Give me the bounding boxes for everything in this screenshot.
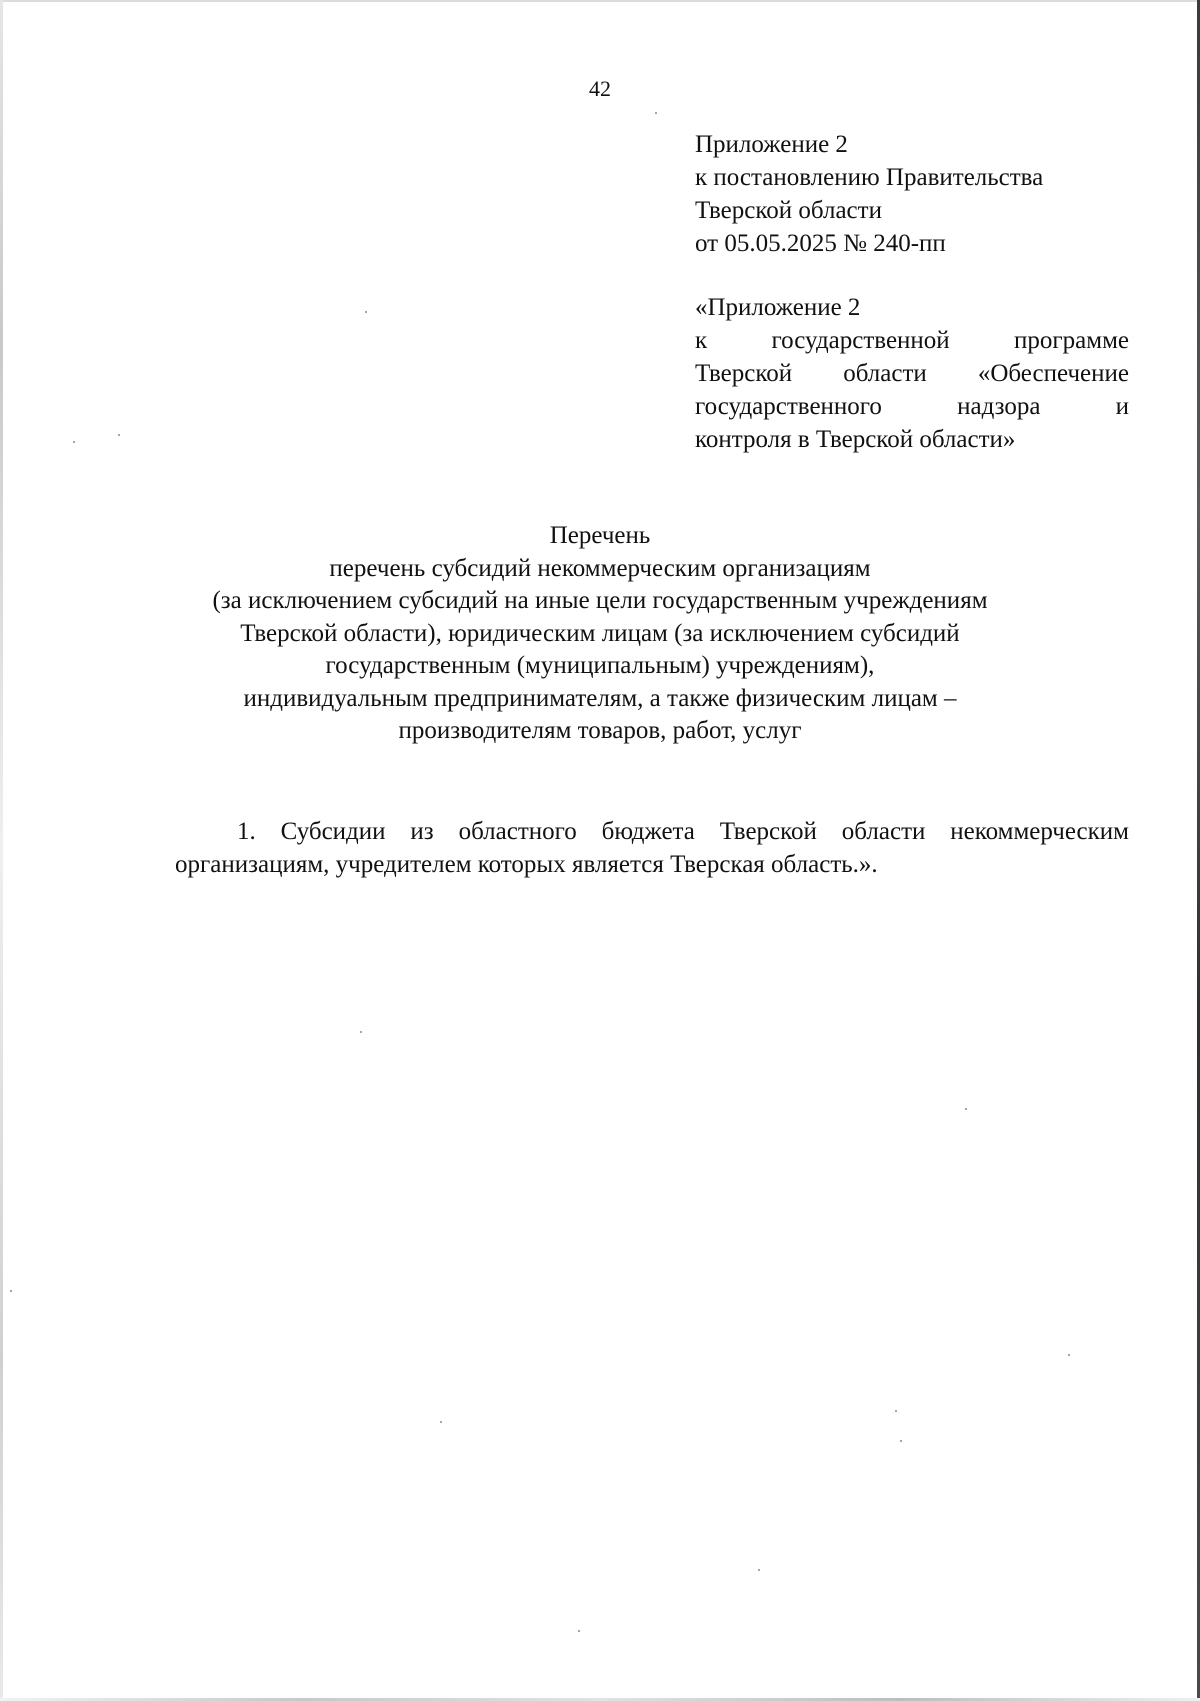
appendix-line: от 05.05.2025 № 240-пп: [695, 230, 946, 257]
appendix-line: Приложение 2: [695, 131, 848, 158]
document-title: [150, 520, 1050, 748]
scan-speck: [365, 311, 367, 313]
title-line: Тверской области), юридическим лицам (за исключением субсидий: [240, 619, 960, 647]
program-appendix-block: [695, 291, 1129, 456]
title-heading: Перечень: [549, 522, 651, 549]
scan-speck: [655, 112, 657, 114]
scan-speck: [900, 1440, 902, 1442]
page-number: 42: [589, 76, 611, 101]
program-appendix-line: контроля в Тверской области»: [695, 426, 1016, 453]
scan-edge-left: [0, 0, 3, 1701]
paragraph-line: 1. Субсидии из областного бюджета Тверской области некоммерческим: [237, 818, 1129, 845]
scan-speck: [118, 434, 120, 436]
scan-speck: [440, 1421, 442, 1423]
scan-edge-top: [0, 0, 1200, 2]
scan-speck: [360, 1031, 362, 1033]
title-line: индивидуальным предпринимателям, а также физическим лицам –: [243, 684, 957, 712]
title-line: (за исключением субсидий на иные цели государственным учреждениям: [212, 587, 988, 614]
scan-speck: [73, 441, 75, 443]
scan-speck: [578, 1630, 580, 1632]
program-appendix-line: государственного надзора и: [695, 393, 1129, 420]
title-line: перечень субсидий некоммерческим организациям: [329, 554, 871, 582]
scan-speck: [10, 1290, 12, 1292]
program-appendix-line: к государственной программе: [695, 327, 1129, 354]
scan-speck: [1068, 1354, 1070, 1356]
scan-speck: [895, 1410, 897, 1412]
appendix-line: Тверской области: [695, 197, 882, 224]
title-line: государственным (муниципальным) учреждениям),: [325, 652, 875, 679]
paragraph-line: организациям, учредителем которых является Тверская область.».: [175, 851, 878, 878]
body-paragraph: [175, 815, 1129, 881]
appendix-reference-block: [695, 128, 1129, 260]
program-appendix-line: «Приложение 2: [695, 294, 861, 321]
title-line: производителям товаров, работ, услуг: [398, 717, 802, 744]
program-appendix-line: Тверской области «Обеспечение: [695, 360, 1129, 387]
scan-speck: [758, 1569, 760, 1571]
appendix-line: к постановлению Правительства: [695, 164, 1044, 191]
scan-speck: [965, 1108, 967, 1110]
